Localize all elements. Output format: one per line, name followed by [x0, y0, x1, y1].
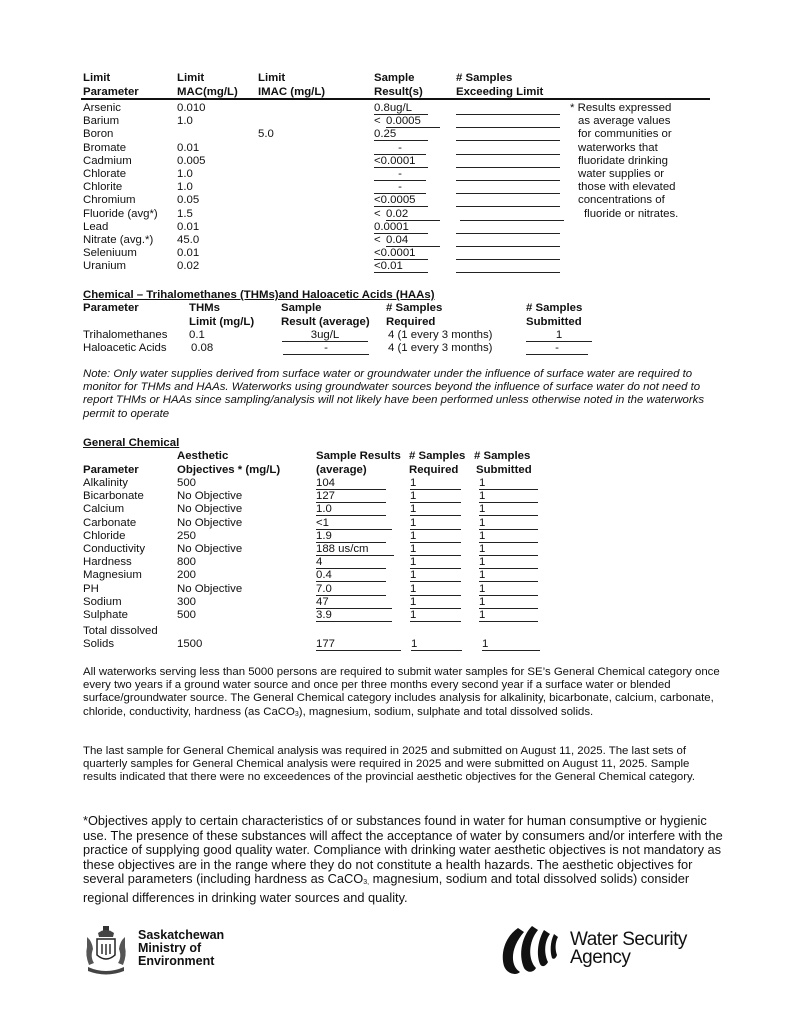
sample-result: 0.25 [374, 128, 428, 141]
gc-parameter-line2: Solids [83, 638, 115, 650]
header-exceed-line2: Exceeding Limit [456, 86, 544, 98]
thm-header-submitted-line1: # Samples [526, 302, 583, 314]
gc-header-submitted-line1: # Samples [474, 450, 531, 462]
gc-parameter: Chloride [83, 529, 126, 542]
side-note-line: those with elevated [578, 181, 676, 194]
gc-objective: 500 [177, 609, 197, 621]
gc-required: 1 [410, 569, 461, 582]
gc-required: 1 [410, 609, 461, 622]
thm-parameter: Trihalomethanes [83, 329, 168, 341]
sample-result: <0.0001 [374, 155, 428, 168]
sample-result: <0.0005 [374, 194, 428, 207]
header-mac-line2: MAC(mg/L) [177, 86, 238, 98]
gc-required: 1 [410, 583, 461, 596]
gc-objective: No Objective [177, 543, 243, 555]
sample-result: - [374, 181, 426, 194]
thm-header-limit-line1: THMs [189, 302, 221, 314]
gc-objective: 500 [177, 477, 197, 489]
general-chemical-title: General Chemical [83, 437, 180, 449]
mac-limit: 0.01 [177, 247, 200, 260]
side-note-line: as average values [578, 115, 671, 128]
mac-limit: 0.010 [177, 102, 206, 114]
gc-submitted: 1 [482, 638, 540, 651]
gc-parameter: Sodium [83, 595, 122, 608]
thm-section-title: Chemical – Trihalomethanes (THMs)and Haloacetic Acids (HAAs) [83, 289, 435, 301]
header-imac-line2: IMAC (mg/L) [258, 86, 326, 98]
mac-limit: 45.0 [177, 234, 200, 246]
samples-exceeding [456, 142, 560, 155]
samples-exceeding [456, 234, 560, 247]
thm-header-parameter: Parameter [83, 302, 139, 314]
samples-exceeding [456, 221, 560, 234]
ministry-line1: Saskatchewan [138, 928, 225, 942]
gc-required: 1 [410, 543, 461, 556]
gc-required: 1 [410, 556, 461, 569]
gc-required: 1 [410, 503, 461, 516]
gc-header-submitted-line2: Submitted [476, 464, 532, 476]
gc-result: 1.0 [316, 503, 386, 516]
gc-submitted: 1 [479, 503, 538, 516]
gc-objective: 200 [177, 569, 197, 582]
thm-limit: 0.1 [189, 329, 205, 341]
gc-objective: 1500 [177, 638, 203, 650]
wsa-line2: Agency [570, 947, 631, 968]
samples-exceeding [456, 168, 560, 181]
gc-parameter: Calcium [83, 503, 125, 516]
side-note-line: waterworks that [578, 141, 658, 154]
gc-objective: No Objective [177, 503, 243, 516]
header-limit-mac-1: Limit [83, 72, 111, 84]
parameter-name: Chlorite [83, 181, 123, 194]
gc-submitted: 1 [479, 609, 538, 622]
thm-submitted: - [526, 342, 588, 355]
gc-header-required-line1: # Samples [409, 450, 466, 462]
thm-result: 3ug/L [282, 329, 368, 342]
gc-parameter: Conductivity [83, 543, 146, 555]
gc-result: 47 [316, 596, 392, 609]
mac-limit: 0.005 [177, 154, 206, 167]
samples-exceeding [456, 128, 560, 141]
gc-result: 1.9 [316, 530, 386, 543]
side-note-line: * Results expressed [570, 102, 672, 114]
gc-parameter: Magnesium [83, 569, 142, 582]
sample-result: - [374, 142, 426, 155]
ministry-line2: Ministry of [138, 941, 202, 955]
gc-submitted: 1 [479, 569, 538, 582]
gc-result: 188 us/cm [316, 543, 394, 556]
saskatchewan-ministry-logo [84, 925, 224, 979]
gc-header-objective-line1: Aesthetic [177, 450, 229, 462]
wsa-line1: Water Security [570, 929, 687, 950]
gc-result: 0.4 [316, 569, 386, 582]
water-security-agency-logo [498, 922, 708, 978]
parameter-name: Lead [83, 220, 109, 233]
header-exceed-line1: # Samples [456, 72, 513, 84]
gc-objective: 250 [177, 529, 197, 542]
samples-exceeding [456, 181, 560, 194]
result-prefix: < [374, 234, 381, 246]
sample-result: 0.8ug/L [374, 102, 428, 115]
gc-objective: No Objective [177, 582, 243, 595]
thm-required: 4 (1 every 3 months) [388, 342, 493, 354]
gc-objective: 800 [177, 556, 197, 569]
thm-note: Note: Only water supplies derived from surface water or groundwater under the influence of surface water are required to monitor for THMs and HAAs. Waterworks using groundwater sources beyond the influence of surface water do not need to report THMs or HAAs since sampling/analysis will not likely have been performed unless otherwise noted in the waterworks permit to operate [83, 368, 705, 420]
parameter-name: Barium [83, 115, 120, 128]
result-prefix: < [374, 115, 381, 128]
thm-header-result-line2: Result (average) [281, 316, 370, 328]
last-sample-paragraph: The last sample for General Chemical analysis was required in 2025 and submitted on August 11, 2025. The last sets of quarterly samples for General Chemical analysis were required in 2025 and were submitted on August 11, 2025. Sample results indicated that there were no exceedences of the provincial aesthetic objectives for the General Chemical category. [83, 745, 696, 784]
samples-exceeding [456, 115, 560, 128]
parameter-name: Nitrate (avg.*) [83, 234, 154, 246]
gc-required: 1 [410, 517, 461, 530]
gc-parameter: PH [83, 582, 99, 595]
gc-result: 104 [316, 477, 386, 490]
mac-limit: 0.05 [177, 194, 200, 207]
parameter-name: Uranium [83, 260, 127, 273]
parameter-name: Chlorate [83, 168, 127, 180]
parameter-name: Boron [83, 128, 114, 141]
general-chemical-requirements-paragraph: All waterworks serving less than 5000 persons are required to submit water samples for SE’s General Chemical category once every two years if a ground water source and once per three months every second year if a surface water or blended surface/groundwater source. The General Chemical category includes analysis for alkalinity, bicarbonate, calcium, carbonate, chloride, conductivity, hardness (as CaCO$_3$), magnesium, sodium, sulphate and total dissolved solids. [83, 666, 720, 718]
sample-result: 0.02 [386, 208, 440, 221]
gc-submitted: 1 [479, 490, 538, 503]
gc-submitted: 1 [479, 596, 538, 609]
gc-result: <1 [316, 517, 392, 530]
samples-exceeding [456, 155, 560, 168]
gc-submitted: 1 [479, 543, 538, 556]
gc-result: 7.0 [316, 583, 386, 596]
result-prefix: < [374, 207, 381, 220]
thm-header-result-line1: Sample [281, 302, 322, 314]
coat-of-arms-icon [84, 925, 128, 977]
gc-submitted: 1 [479, 517, 538, 530]
thm-submitted: 1 [526, 329, 592, 342]
gc-required: 1 [411, 638, 462, 651]
sample-result: 0.04 [386, 234, 440, 247]
gc-required: 1 [410, 530, 461, 543]
gc-objective: 300 [177, 595, 197, 608]
thm-header-limit-line2: Limit (mg/L) [189, 316, 255, 328]
header-rule [81, 98, 710, 100]
sample-result: <0.0001 [374, 247, 428, 260]
water-drop-swoosh-icon [498, 922, 568, 978]
gc-objective: No Objective [177, 516, 243, 529]
thm-limit: 0.08 [191, 342, 214, 354]
gc-parameter: Hardness [83, 556, 132, 569]
parameter-name: Seleniuum [83, 247, 137, 260]
header-result-line2: Result(s) [374, 86, 423, 98]
side-note-line: fluoride or nitrates. [584, 207, 679, 220]
gc-header-parameter: Parameter [83, 464, 139, 476]
mac-limit: 0.01 [177, 220, 200, 233]
gc-header-objective-line2: Objectives * (mg/L) [177, 464, 281, 476]
thm-parameter: Haloacetic Acids [83, 342, 167, 354]
gc-header-result-line2: (average) [316, 464, 367, 476]
samples-exceeding [456, 247, 560, 260]
thm-header-required-line2: Required [386, 316, 436, 328]
gc-parameter: Sulphate [83, 609, 128, 621]
parameter-name: Chromium [83, 194, 136, 207]
gc-objective: No Objective [177, 490, 243, 503]
mac-limit: 1.0 [177, 115, 193, 128]
sample-result: <0.01 [374, 260, 428, 273]
samples-exceeding [456, 194, 560, 207]
gc-parameter: Bicarbonate [83, 490, 144, 503]
parameter-name: Fluoride (avg*) [83, 207, 158, 220]
gc-required: 1 [410, 477, 461, 490]
mac-limit: 0.02 [177, 260, 200, 273]
gc-result: 127 [316, 490, 386, 503]
gc-submitted: 1 [479, 477, 538, 490]
side-note-line: water supplies or [578, 168, 665, 180]
thm-header-submitted-line2: Submitted [526, 316, 582, 328]
parameter-name: Bromate [83, 141, 127, 154]
parameter-name: Cadmium [83, 154, 132, 167]
gc-header-required-line2: Required [409, 464, 459, 476]
gc-required: 1 [410, 490, 461, 503]
mac-limit: 1.0 [177, 168, 193, 180]
mac-limit: 1.0 [177, 181, 193, 194]
thm-result: - [283, 342, 369, 355]
gc-result: 3.9 [316, 609, 392, 622]
gc-parameter-line1: Total dissolved [83, 625, 158, 637]
side-note-line: concentrations of [578, 194, 665, 207]
header-parameter: Parameter [83, 86, 139, 98]
mac-limit: 1.5 [177, 207, 193, 220]
header-imac-line1: Limit [258, 72, 286, 84]
header-mac-line1: Limit [177, 72, 205, 84]
samples-exceeding [456, 260, 560, 273]
samples-exceeding [456, 102, 560, 115]
sample-result: 0.0005 [386, 115, 440, 128]
gc-submitted: 1 [479, 583, 538, 596]
gc-parameter: Alkalinity [83, 477, 128, 489]
ministry-line3: Environment [138, 954, 215, 968]
sample-result: - [374, 168, 426, 181]
mac-limit: 0.01 [177, 141, 200, 154]
header-result-line1: Sample [374, 72, 415, 84]
side-note-line: fluoridate drinking [578, 154, 668, 167]
thm-required: 4 (1 every 3 months) [388, 329, 493, 341]
thm-header-required-line1: # Samples [386, 302, 443, 314]
parameter-name: Arsenic [83, 102, 121, 114]
gc-submitted: 1 [479, 556, 538, 569]
objectives-footnote-paragraph: *Objectives apply to certain characteristics of or substances found in water for human consumptive or hygienic use. The presence of these substances will affect the acceptance of water by consumers and/or interfere with the practice of supplying good quality water. Compliance with drinking water aesthetic objectives is not mandatory as these objectives are in the range where they do not constitute a health hazards. The aesthetic objectives for several parameters (including hardness as CaCO$_{3,}$ magnesium, sodium and total dissolved solids) consider regional differences in drinking water sources and quality. [83, 813, 723, 905]
gc-parameter: Carbonate [83, 516, 137, 529]
side-note-line: for communities or [578, 128, 672, 141]
gc-result: 4 [316, 556, 386, 569]
gc-submitted: 1 [479, 530, 538, 543]
sample-result: 0.0001 [374, 221, 428, 234]
gc-header-result-line1: Sample Results [316, 450, 401, 462]
gc-required: 1 [410, 596, 461, 609]
imac-limit: 5.0 [258, 128, 274, 141]
gc-result: 177 [316, 638, 401, 651]
samples-exceeding [460, 208, 564, 221]
